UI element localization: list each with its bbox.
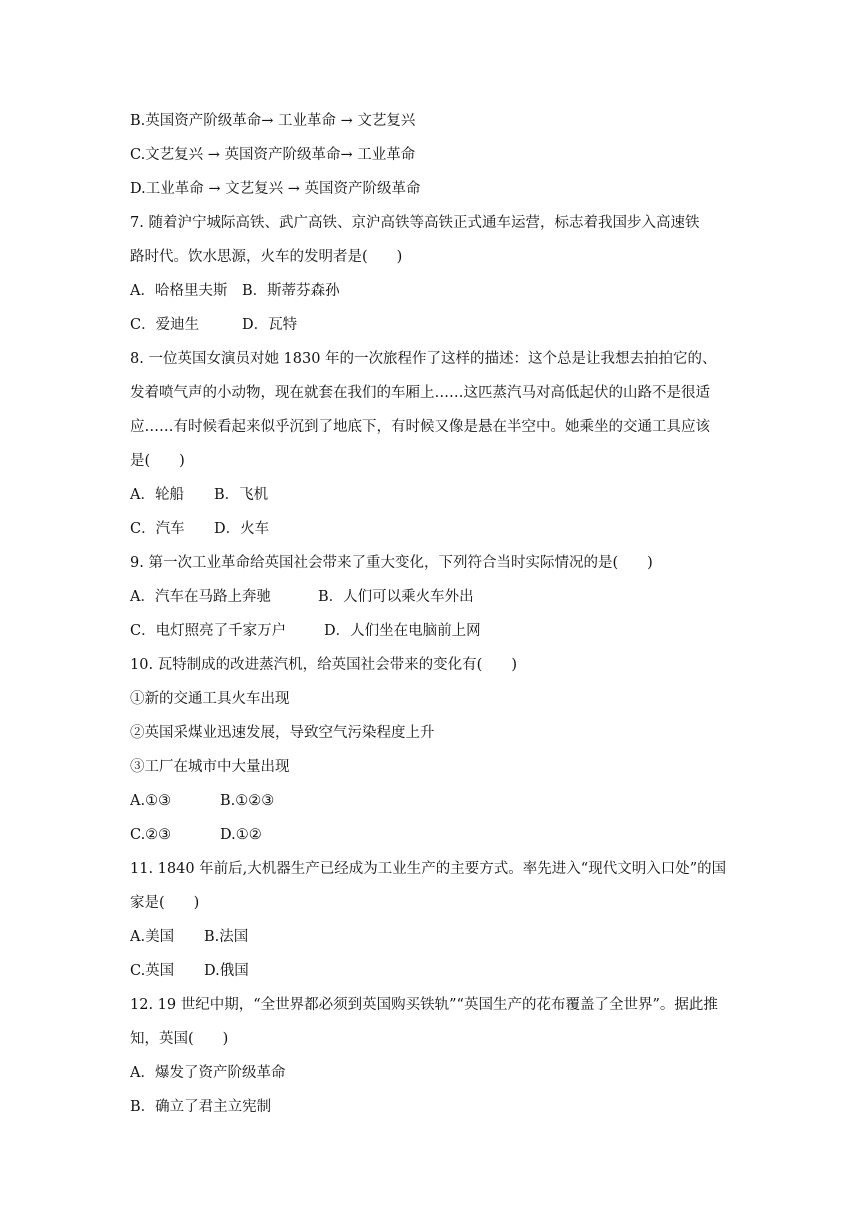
q7-option-d: D．瓦特: [242, 317, 298, 333]
q11-options-row-2: [130, 958, 730, 992]
q10-item-2: ②英国采煤业迅速发展，导致空气污染程度上升: [130, 725, 435, 741]
q6-option-d: D.工业革命 → 文艺复兴 → 英国资产阶级革命: [130, 181, 421, 197]
q10-options-row-2: [130, 822, 730, 856]
q11-stem-line-2: 家是( ): [130, 895, 200, 911]
q7-options-row-2: [130, 312, 730, 346]
q10-option-b: B.①②③: [220, 793, 275, 809]
q10-stem: 10. 瓦特制成的改进蒸汽机，给英国社会带来的变化有( ): [130, 657, 517, 673]
q8-options-row-1: [130, 482, 730, 516]
q8-stem-line-1: 8. 一位英国女演员对她 1830 年的一次旅程作了这样的描述：这个总是让我想去拍拍它的、: [130, 351, 717, 367]
q11-option-b: B.法国: [204, 929, 249, 945]
q11-option-d: D.俄国: [204, 963, 249, 979]
q12-option-b: B．确立了君主立宪制: [130, 1099, 272, 1115]
q10-item-3: ③工厂在城市中大量出现: [130, 759, 290, 775]
q8-option-b: B．飞机: [214, 487, 269, 503]
q11-options-row-1: [130, 924, 730, 958]
q12-stem-line-2: 知，英国( ): [130, 1031, 229, 1047]
q9-options-row-2: [130, 618, 730, 652]
q9-option-a: A．汽车在马路上奔驰: [130, 589, 271, 605]
q7-options-row-1: [130, 278, 730, 312]
q8-options-row-2: [130, 516, 730, 550]
q6-option-b: B.英国资产阶级革命→ 工业革命 → 文艺复兴: [130, 113, 416, 129]
q9-option-c: C．电灯照亮了千家万户: [130, 623, 287, 639]
q12-option-a: A．爆发了资产阶级革命: [130, 1065, 286, 1081]
q11-stem-line-1: 11. 1840 年前后,大机器生产已经成为工业生产的主要方式。率先进入“现代文明入口处”的国: [130, 861, 727, 877]
q7-stem-line-1: 7. 随着沪宁城际高铁、武广高铁、京沪高铁等高铁正式通车运营，标志着我国步入高速铁: [130, 215, 700, 231]
q10-option-a: A.①③: [130, 793, 172, 809]
q8-stem-line-3: 应……有时候看起来似乎沉到了地底下，有时候又像是悬在半空中。她乘坐的交通工具应该: [130, 419, 710, 435]
q10-item-1: ①新的交通工具火车出现: [130, 691, 290, 707]
q8-stem-line-4: 是( ): [130, 453, 185, 469]
q7-option-b: B．斯蒂芬森孙: [242, 283, 340, 299]
q8-option-a: A．轮船: [130, 487, 184, 503]
q7-option-a: A．哈格里夫斯: [130, 283, 228, 299]
q9-option-d: D．人们坐在电脑前上网: [324, 623, 481, 639]
q7-option-c: C．爱迪生: [130, 317, 200, 333]
q11-option-c: C.英国: [130, 963, 175, 979]
q6-option-c: C.文艺复兴 → 英国资产阶级革命→ 工业革命: [130, 147, 416, 163]
q10-option-d: D.①②: [220, 827, 262, 843]
q9-option-b: B．人们可以乘火车外出: [318, 589, 474, 605]
q9-stem: 9. 第一次工业革命给英国社会带来了重大变化，下列符合当时实际情况的是( ): [130, 555, 653, 571]
q9-options-row-1: [130, 584, 730, 618]
q12-stem-line-1: 12. 19 世纪中期，“全世界都必须到英国购买铁轨”“英国生产的花布覆盖了全世界”。据此推: [130, 997, 718, 1013]
q10-options-row-1: [130, 788, 730, 822]
q7-stem-line-2: 路时代。饮水思源，火车的发明者是( ): [130, 249, 403, 265]
q8-option-d: D．火车: [214, 521, 270, 537]
q8-stem-line-2: 发着喷气声的小动物，现在就套在我们的车厢上……这匹蒸汽马对高低起伏的山路不是很适: [130, 385, 710, 401]
q8-option-c: C．汽车: [130, 521, 185, 537]
q11-option-a: A.美国: [130, 929, 175, 945]
q10-option-c: C.②③: [130, 827, 172, 843]
